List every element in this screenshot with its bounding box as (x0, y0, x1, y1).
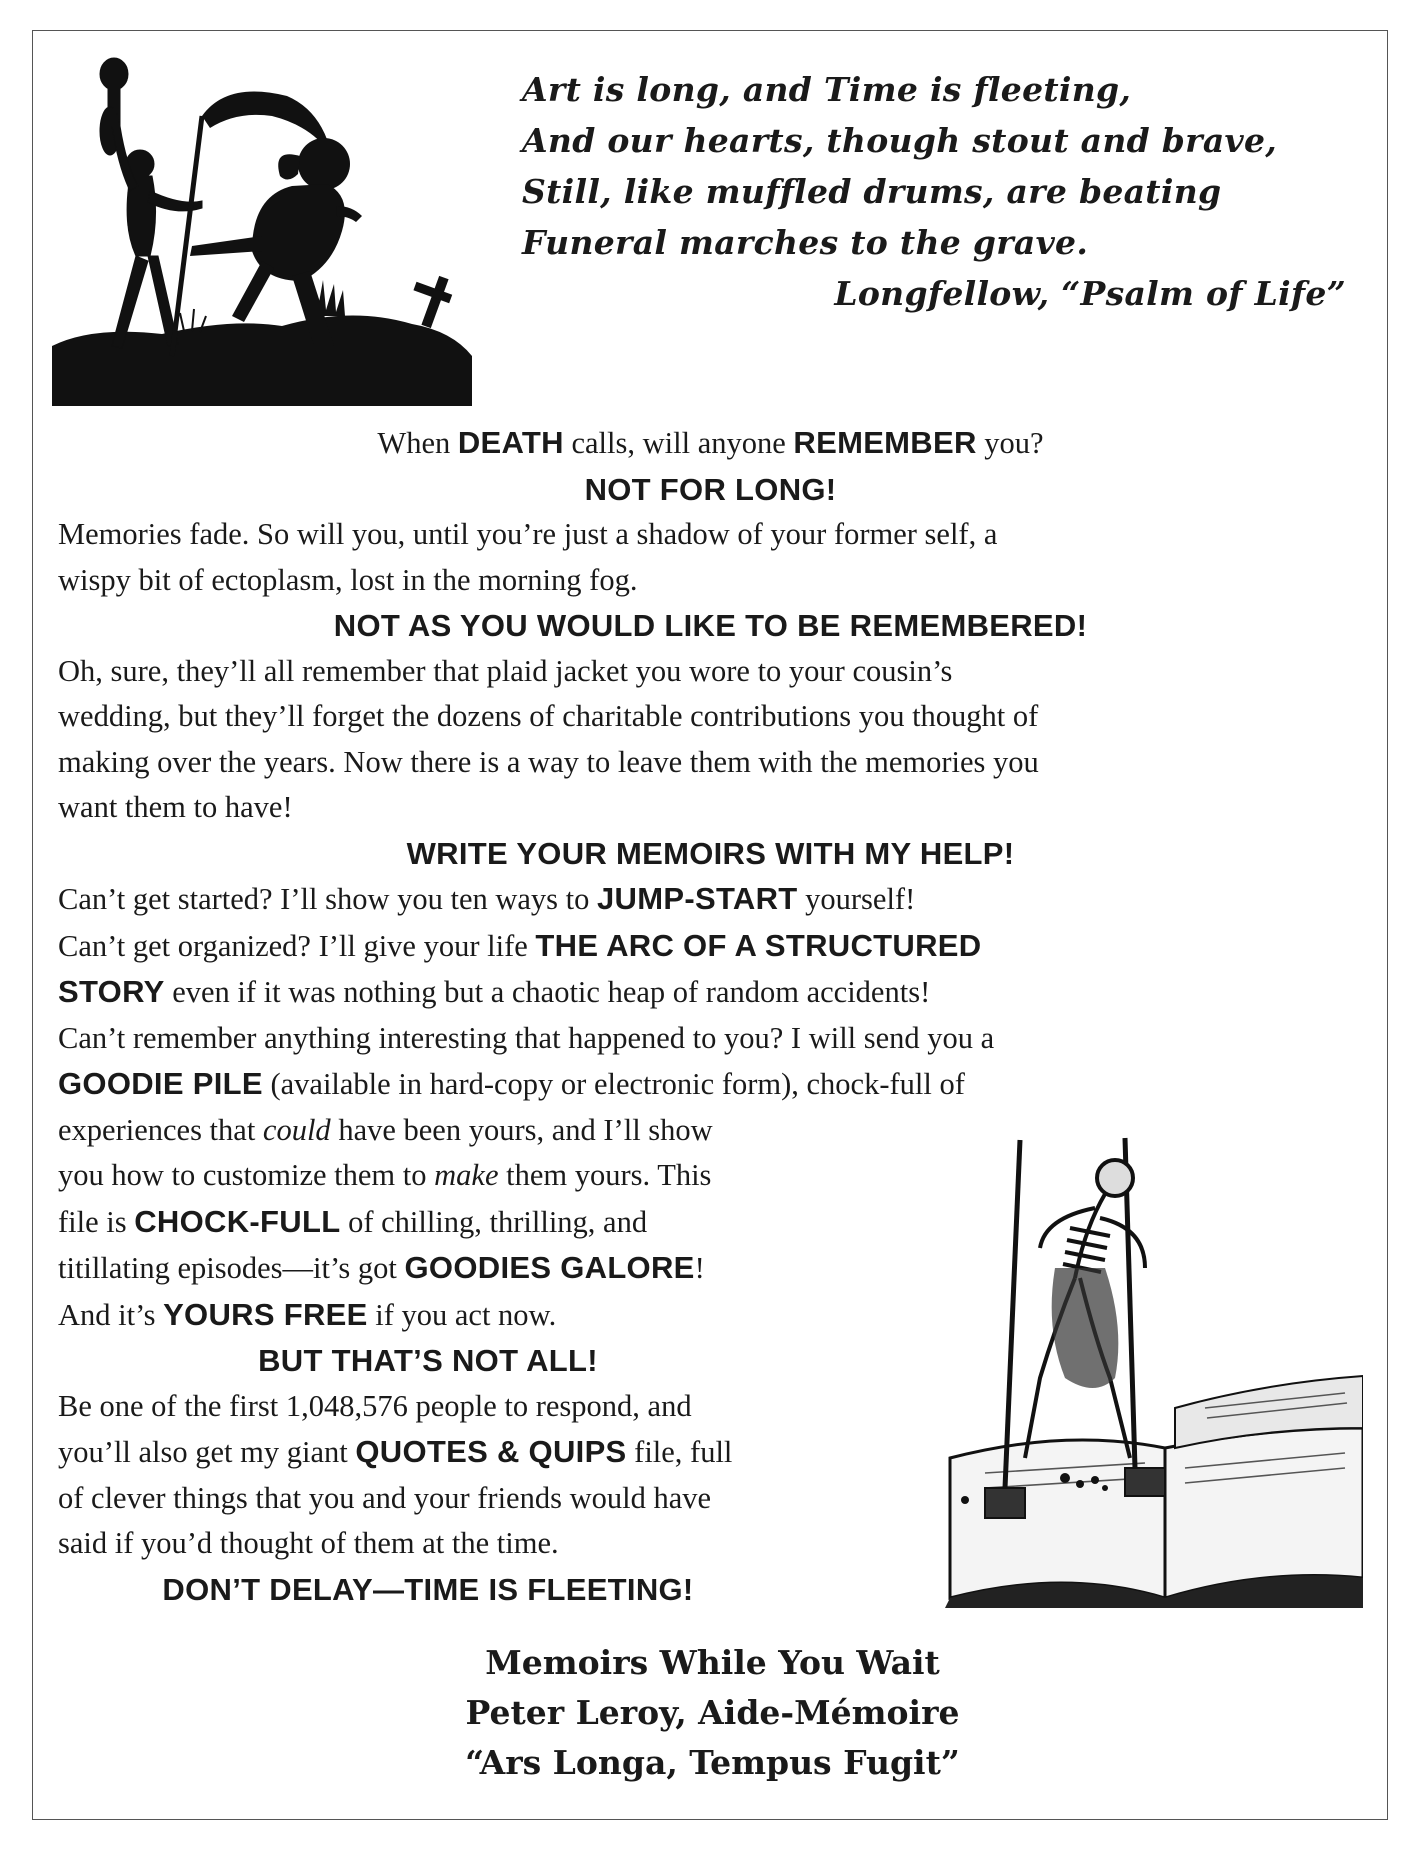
paragraph-line: STORY even if it was nothing but a chaotic heap of random accidents! (58, 974, 931, 1009)
heading-dont-delay: DON’T DELAY—TIME IS FLEETING! (162, 1571, 694, 1607)
footer-line: “Ars Longa, Tempus Fugit” (465, 1743, 960, 1782)
paragraph-line: Can’t get organized? I’ll give your life THE ARC OF A STRUCTURED (58, 927, 982, 963)
death-silhouette-illustration (52, 56, 472, 406)
poem-line: Still, like muffled drums, are beating (522, 172, 1222, 211)
paragraph-line: you how to customize them to make them yours. This (58, 1158, 712, 1192)
paragraph-line: want them to have! (58, 790, 293, 824)
intro-line: When DEATH calls, will anyone REMEMBER you? (377, 425, 1044, 460)
paragraph-line: GOODIE PILE (available in hard-copy or electronic form), chock-full of (58, 1066, 965, 1101)
paragraph-line: Can’t get started? I’ll show you ten ways to JUMP-START yourself! (58, 881, 916, 916)
heading-but-thats-not-all: BUT THAT’S NOT ALL! (258, 1343, 598, 1378)
poem-block (522, 64, 1362, 319)
paragraph-line: you’ll also get my giant QUOTES & QUIPS file, full (58, 1434, 733, 1469)
paragraph-line: And it’s YOURS FREE if you act now. (58, 1296, 557, 1332)
heading-write-your-memoirs: WRITE YOUR MEMOIRS WITH MY HELP! (406, 835, 1015, 871)
poem-line: And our hearts, though stout and brave, (522, 121, 1278, 160)
poem-line: Art is long, and Time is fleeting, (522, 70, 1132, 109)
poem-line: Funeral marches to the grave. (522, 223, 1089, 262)
paragraph-line: Oh, sure, they’ll all remember that plaid jacket you wore to your cousin’s (58, 653, 953, 688)
paragraph-line: said if you’d thought of them at the time. (58, 1526, 559, 1560)
paragraph-line: file is CHOCK-FULL of chilling, thrilling, and (58, 1203, 648, 1239)
signature-block (0, 1638, 1425, 1788)
paragraph-line: wispy bit of ectoplasm, lost in the morning fog. (58, 562, 638, 597)
footer-line: Memoirs While You Wait (485, 1643, 940, 1682)
footer-line: Peter Leroy, Aide-Mémoire (465, 1693, 960, 1732)
paragraph-line: Memories fade. So will you, until you’re just a shadow of your former self, a (58, 517, 998, 551)
heading-not-as-you-would-like: NOT AS YOU WOULD LIKE TO BE REMEMBERED! (333, 608, 1088, 643)
paragraph-line: wedding, but they’ll forget the dozens of charitable contributions you thought of (58, 699, 1039, 733)
paragraph-line: Can’t remember anything interesting that happened to you? I will send you a (58, 1020, 995, 1055)
heading-not-for-long: NOT FOR LONG! (584, 471, 837, 507)
paragraph-line: of clever things that you and your friends would have (58, 1480, 712, 1515)
paragraph-line: making over the years. Now there is a way to leave them with the memories you (58, 744, 1039, 779)
poem-attribution: Longfellow, “Psalm of Life” (834, 274, 1346, 313)
paragraph-line: Be one of the first 1,048,576 people to respond, and (58, 1388, 692, 1423)
paragraph-line: titillating episodes—it’s got GOODIES GALORE! (58, 1250, 705, 1285)
paragraph-line: experiences that could have been yours, and I’ll show (58, 1112, 713, 1147)
skeleton-writing-illustration (945, 1128, 1363, 1608)
